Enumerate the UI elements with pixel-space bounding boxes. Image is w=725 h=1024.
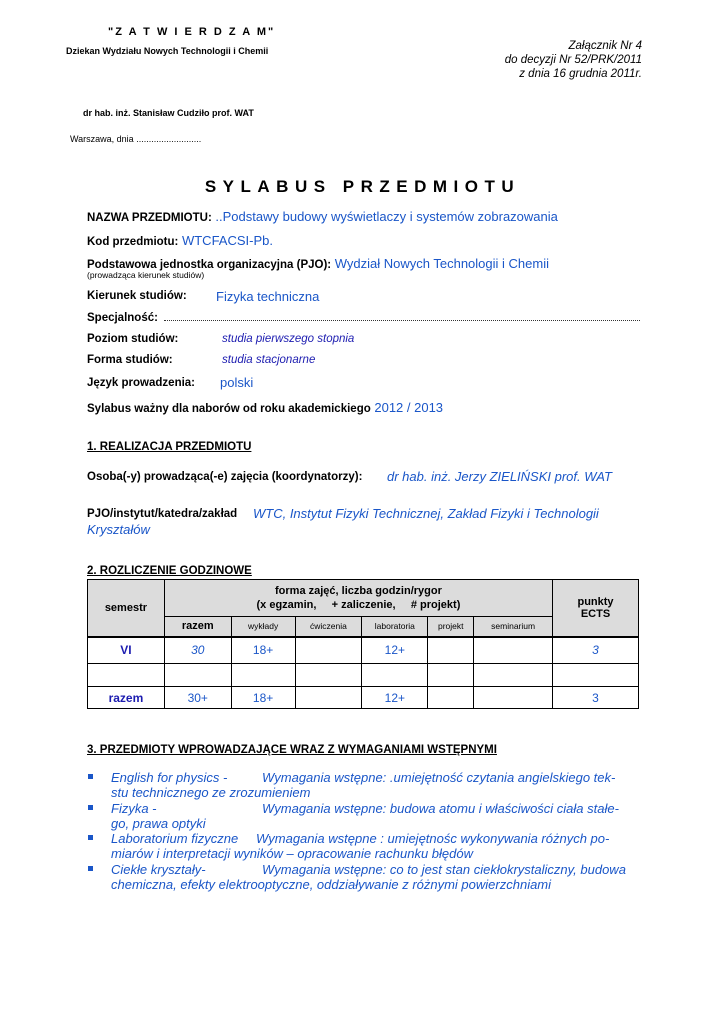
specialty-label: Specjalność: (87, 312, 158, 324)
list-item (88, 801, 648, 832)
annex-line-3: z dnia 16 grudnia 2011r. (519, 68, 642, 80)
bullet-square-icon (88, 805, 93, 810)
cell-semester (88, 664, 165, 687)
direction-label: Kierunek studiów: (87, 290, 187, 302)
col-total-header: razem (164, 617, 231, 637)
course-code-label: Kod przedmiotu: (87, 236, 179, 248)
bullet-square-icon (88, 866, 93, 871)
cell-ects (553, 664, 639, 687)
table-row (88, 637, 639, 664)
cell-semester: VI (88, 637, 165, 664)
cell-exercises (295, 664, 362, 687)
cell-seminar (474, 637, 553, 664)
valid-label: Sylabus ważny dla naborów od roku akademickiego (87, 403, 371, 415)
bullet-square-icon (88, 774, 93, 779)
cell-project (428, 664, 474, 687)
unit-value-line-1: WTC, Instytut Fizyki Technicznej, Zakład Fizyki i Technologii (253, 506, 599, 521)
pjo-value: Wydział Nowych Technologii i Chemii (331, 256, 549, 271)
ects-header: punkty ECTS (553, 580, 639, 637)
hours-table (87, 579, 639, 709)
course-code-row (87, 233, 273, 248)
form-header-line-1: forma zajęć, liczba godzin/rygor (275, 585, 442, 597)
prereq-continuation: go, prawa optyki (111, 815, 206, 831)
list-item (88, 831, 648, 862)
sum-ects: 3 (553, 687, 639, 709)
coordinator-row (87, 471, 362, 483)
dean-title: Dziekan Wydziału Nowych Technologii i Chemii (66, 46, 269, 56)
prereq-continuation: miarów i interpretacji wyników – opracowanie rachunku błędów (111, 846, 474, 862)
level-label: Poziom studiów: (87, 333, 179, 345)
direction-value: Fizyka techniczna (216, 289, 320, 304)
page-title: SYLABUS PRZEDMIOTU (204, 177, 521, 196)
col-project-header: projekt (428, 617, 474, 637)
section-2-heading: 2. ROZLICZENIE GODZINOWE (87, 565, 252, 577)
prereq-continuation: stu technicznego ze zrozumieniem (111, 785, 311, 801)
language-label: Język prowadzenia: (87, 377, 196, 389)
language-value: polski (220, 375, 254, 390)
sum-lectures: 18+ (231, 687, 295, 709)
bullet-square-icon (88, 835, 93, 840)
col-lectures-header: wykłady (231, 617, 295, 637)
approval-heading: "Z A T W I E R D Z A M" (108, 26, 276, 38)
direction-row (87, 290, 187, 302)
col-seminar-header: seminarium (474, 617, 553, 637)
prereq-requirement: Wymagania wstępne: co to jest stan ciekłokrystaliczny, budowa (262, 861, 626, 877)
sum-project (428, 687, 474, 709)
cell-seminar (474, 664, 553, 687)
pjo-row (87, 256, 549, 271)
pjo-subtitle: (prowadząca kierunek studiów) (87, 270, 205, 280)
level-value: studia pierwszego stopnia (222, 333, 355, 345)
prereq-requirement: Wymagania wstępne : umiejętnośc wykonywania różnych po- (256, 831, 610, 847)
course-name-value: ..Podstawy budowy wyświetlaczy i systemów zobrazowania (211, 209, 558, 224)
cell-ects: 3 (553, 637, 639, 664)
cell-labs (362, 664, 428, 687)
table-row (88, 664, 639, 687)
sum-exercises (295, 687, 362, 709)
valid-value: 2012 / 2013 (370, 400, 444, 415)
course-name-row (87, 209, 558, 224)
prerequisites-list (88, 770, 648, 892)
form-label: Forma studiów: (87, 354, 173, 366)
annex-note (505, 39, 642, 81)
prereq-requirement: Wymagania wstępne: .umiejętność czytania angielskiego tek- (262, 770, 616, 785)
semester-header: semestr (88, 580, 165, 637)
prereq-continuation: chemiczna, efekty elektrooptyczne, oddziaływanie z różnymi powierzchniami (111, 877, 552, 893)
pjo-label: Podstawowa jednostka organizacyjna (PJO): (87, 259, 332, 271)
cell-lectures: 18+ (231, 637, 295, 664)
coordinator-label: Osoba(-y) prowadząca(-e) zajęcia (koordynatorzy): (87, 471, 363, 483)
coordinator-value: dr hab. inż. Jerzy ZIELIŃSKI prof. WAT (387, 469, 612, 484)
sum-seminar (474, 687, 553, 709)
form-header-line-2: (x egzamin, + zaliczenie, # projekt) (256, 599, 461, 611)
prereq-subject: Laboratorium fizyczne (111, 831, 239, 847)
annex-line-1: Załącznik Nr 4 (568, 40, 642, 52)
sum-total: 30+ (164, 687, 231, 709)
cell-total: 30 (164, 637, 231, 664)
sum-semester: razem (88, 687, 165, 709)
prereq-subject: Fizyka - (111, 800, 157, 816)
valid-row (87, 400, 443, 415)
sum-labs: 12+ (362, 687, 428, 709)
course-code-value: WTCFACSI-Pb. (178, 233, 273, 248)
unit-value-line-2: Kryształów (87, 522, 150, 537)
cell-project (428, 637, 474, 664)
section-1-heading: 1. REALIZACJA PRZEDMIOTU (87, 441, 252, 453)
prereq-subject: English for physics - (111, 770, 228, 785)
prereq-requirement: Wymagania wstępne: budowa atomu i właściwości ciała stałe- (262, 800, 619, 816)
signer-name: dr hab. inż. Stanisław Cudziło prof. WAT (83, 108, 254, 118)
form-value: studia stacjonarne (222, 354, 316, 366)
annex-line-2: do decyzji Nr 52/PRK/2011 (504, 54, 642, 66)
cell-exercises (295, 637, 362, 664)
specialty-dotted-line (164, 319, 640, 321)
city-date: Warszawa, dnia .......................... (70, 134, 202, 144)
course-name-label: NAZWA PRZEDMIOTU: (87, 212, 212, 224)
cell-total (164, 664, 231, 687)
table-sum-row (88, 687, 639, 709)
prereq-subject: Ciekłe kryształy- (111, 861, 206, 877)
col-labs-header: laboratoria (362, 617, 428, 637)
unit-label: PJO/instytut/katedra/zakład (87, 508, 238, 520)
section-3-heading: 3. PRZEDMIOTY WPROWADZAJĄCE WRAZ Z WYMAGANIAMI WSTĘPNYMI (87, 744, 497, 756)
cell-lectures (231, 664, 295, 687)
col-exercises-header: ćwiczenia (295, 617, 362, 637)
list-item (88, 770, 648, 801)
list-item (88, 862, 648, 893)
cell-labs: 12+ (362, 637, 428, 664)
form-header (164, 580, 552, 617)
